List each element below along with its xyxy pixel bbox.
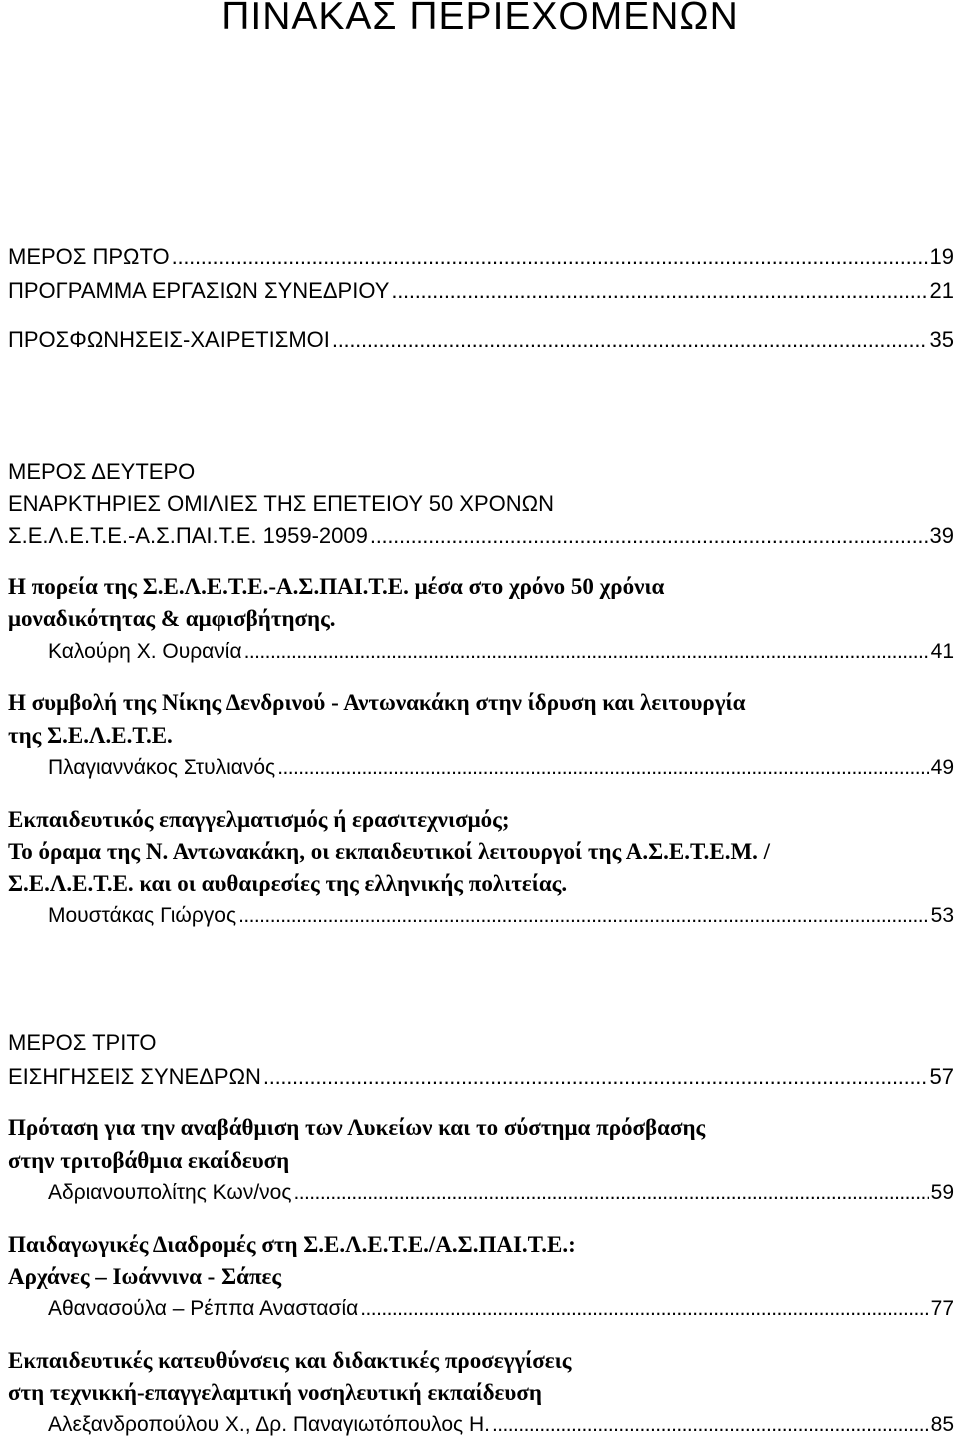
toc-leader: [391, 276, 927, 306]
toc-title-line: της Σ.Ε.Λ.Ε.Τ.Ε.: [8, 723, 173, 748]
toc-leader: [277, 753, 928, 783]
toc-entry-part1[interactable]: [8, 242, 954, 272]
toc-page-number: 21: [929, 278, 954, 303]
toc-title-line: Αρχάνες – Ιωάννινα - Σάπες: [8, 1264, 282, 1289]
toc-page-number: 39: [929, 523, 954, 548]
toc-page-number: 53: [930, 904, 954, 927]
toc-entry-author[interactable]: [48, 637, 954, 667]
toc-page-number: 77: [930, 1297, 954, 1320]
toc-page-number: 19: [929, 244, 954, 269]
toc-entry-part3[interactable]: [8, 1062, 954, 1092]
toc-author: Αθανασούλα – Ρέππα Αναστασία: [48, 1297, 359, 1320]
toc-title-line: Η πορεία της Σ.Ε.Λ.Ε.Τ.Ε.-Α.Σ.ΠΑΙ.Τ.Ε. μέσα στο χρόνο 50 χρόνια: [8, 574, 665, 599]
toc-page-number: 59: [930, 1181, 954, 1204]
toc-author: Αλεξανδροπούλου Χ., Δρ. Παναγιωτόπουλος Η.: [48, 1413, 490, 1436]
toc-title-line: Το όραμα της Ν. Αντωνακάκη, οι εκπαιδευτικοί λειτουργοί της Α.Σ.Ε.Τ.Ε.Μ. /: [8, 839, 771, 864]
toc-entry-label: ΕΙΣΗΓΗΣΕΙΣ ΣΥΝΕΔΡΩΝ: [8, 1064, 261, 1089]
toc-leader: [263, 1062, 928, 1092]
toc-title-line: Παιδαγωγικές Διαδρομές στη Σ.Ε.Λ.Ε.Τ.Ε./Α.Σ.ΠΑΙ.Τ.Ε.:: [8, 1232, 576, 1257]
toc-leader: [370, 521, 928, 551]
toc-entry-label: ΜΕΡΟΣ ΠΡΩΤΟ: [8, 244, 170, 269]
toc-title-line: Εκπαιδευτικός επαγγελματισμός ή ερασιτεχνισμός;: [8, 807, 510, 832]
toc-title-line: στην τριτοβάθμια εκαίδευση: [8, 1148, 290, 1173]
toc-entry-author[interactable]: [48, 901, 954, 931]
toc-entry-author[interactable]: [48, 1178, 954, 1208]
toc-entry-author[interactable]: [48, 1294, 954, 1324]
toc-entry-greetings[interactable]: [8, 325, 954, 355]
page-title: ΠΙΝΑΚΑΣ ΠΕΡΙΕΧΟΜΕΝΩΝ: [221, 0, 739, 38]
toc-author: Μουστάκας Γιώργος: [48, 904, 237, 927]
part2-subheading: ΕΝΑΡΚΤΗΡΙΕΣ ΟΜΙΛΙΕΣ ΤΗΣ ΕΠΕΤΕΙΟΥ 50 ΧΡΟΝΩΝ: [8, 491, 554, 516]
toc-page-number: 85: [930, 1413, 954, 1436]
toc-page-number: 35: [929, 327, 954, 352]
toc-author: Καλούρη Χ. Ουρανία: [48, 640, 242, 663]
part3-heading: ΜΕΡΟΣ ΤΡΙΤΟ: [8, 1030, 157, 1055]
toc-entry-label: ΠΡΟΣΦΩΝΗΣΕΙΣ-ΧΑΙΡΕΤΙΣΜΟΙ: [8, 327, 330, 352]
toc-entry-label: Σ.Ε.Λ.Ε.Τ.Ε.-Α.Σ.ΠΑΙ.Τ.Ε. 1959-2009: [8, 523, 368, 548]
toc-entry-author[interactable]: [48, 1410, 954, 1440]
toc-leader: [244, 637, 929, 667]
toc-title-line: Πρόταση για την αναβάθμιση των Λυκείων και το σύστημα πρόσβασης: [8, 1115, 706, 1140]
toc-entry-label: ΠΡΟΓΡΑΜΜΑ ΕΡΓΑΣΙΩΝ ΣΥΝΕΔΡΙΟΥ: [8, 278, 390, 303]
toc-title-line: στη τεχνικκή-επαγγελαμτική νοσηλευτική εκπαίδευση: [8, 1380, 542, 1405]
toc-leader: [293, 1178, 928, 1208]
toc-leader: [492, 1410, 929, 1440]
toc-title-line: μοναδικότητας & αμφισβήτησης.: [8, 606, 336, 631]
part2-heading: ΜΕΡΟΣ ΔΕΥΤΕΡΟ: [8, 459, 196, 484]
toc-author: Πλαγιαννάκος Στυλιανός: [48, 756, 276, 779]
toc-title-line: Σ.Ε.Λ.Ε.Τ.Ε. και οι αυθαιρεσίες της ελληνικής πολιτείας.: [8, 871, 568, 896]
toc-title-line: Εκπαιδευτικές κατευθύνσεις και διδακτικές προσεγγίσεις: [8, 1348, 572, 1373]
toc-leader: [332, 325, 928, 355]
toc-page-number: 49: [930, 756, 954, 779]
toc-leader: [238, 901, 929, 931]
toc-entry-author[interactable]: [48, 753, 954, 783]
toc-title-line: Η συμβολή της Νίκης Δενδρινού - Αντωνακάκη στην ίδρυση και λειτουργία: [8, 690, 746, 715]
toc-author: Αδριανουπολίτης Κων/νος: [48, 1181, 292, 1204]
toc-entry-programme[interactable]: [8, 276, 954, 306]
toc-entry-part2-org[interactable]: [8, 521, 954, 551]
toc-page-number: 41: [930, 640, 954, 663]
toc-page-number: 57: [929, 1064, 954, 1089]
toc-leader: [172, 242, 928, 272]
toc-leader: [360, 1294, 928, 1324]
